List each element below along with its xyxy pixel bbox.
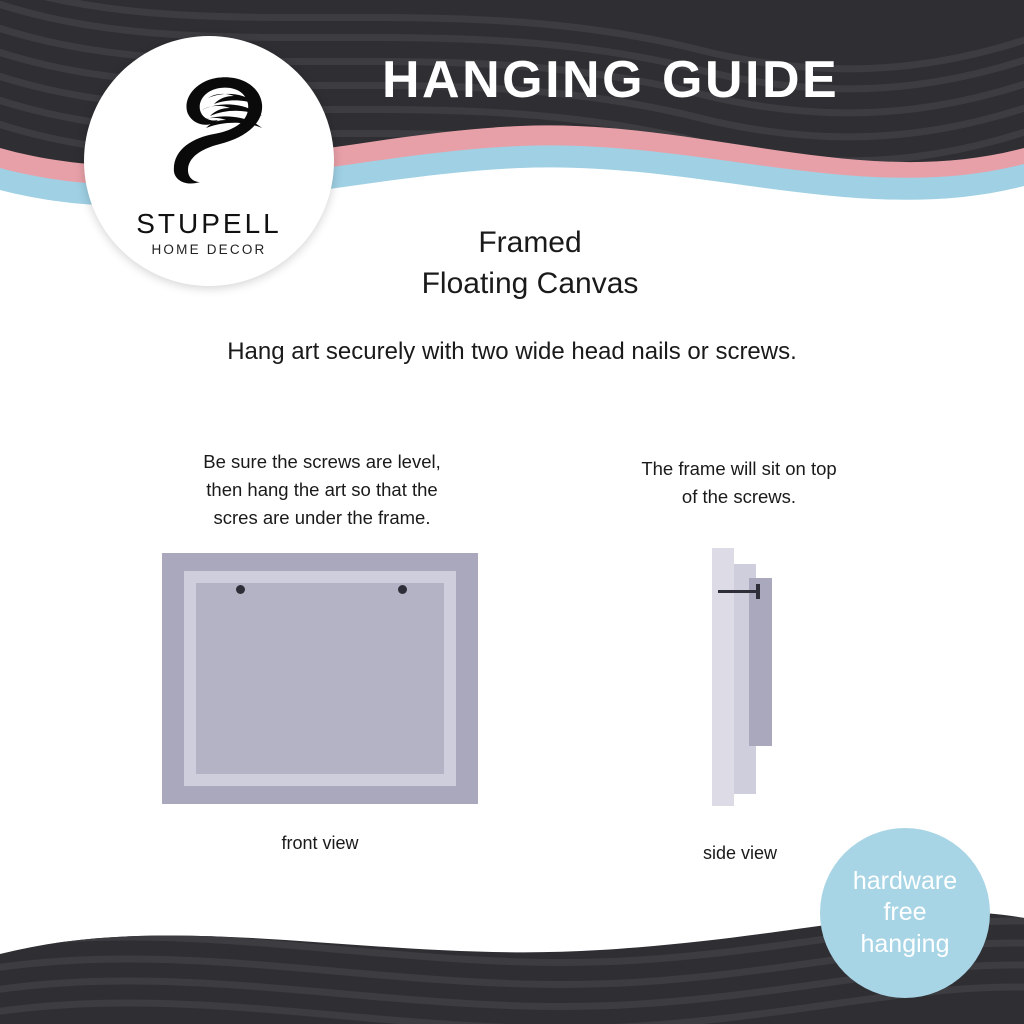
badge-line1: hardware: [852, 866, 958, 895]
product-title: [370, 222, 690, 305]
stupell-swoosh-logo-icon: [144, 64, 274, 199]
front-view-caption: [150, 448, 494, 531]
side-view-caption: [600, 455, 878, 511]
side-view-canvas: [749, 578, 772, 746]
front-view-label: front view: [281, 833, 359, 853]
side-view-diagram: [712, 548, 772, 806]
logo-badge: [84, 36, 334, 286]
front-view-caption-line2: then hang the art so that the: [206, 478, 438, 500]
hardware-free-badge: [820, 828, 990, 998]
badge-line2: free: [883, 898, 927, 927]
front-view-caption-line3: scres are under the frame.: [213, 506, 431, 528]
screw-right-icon: [398, 585, 407, 594]
main-instruction: Hang art securely with two wide head nails or screws.: [227, 338, 797, 365]
page-title: HANGING GUIDE: [382, 51, 840, 109]
badge-line3: hanging: [860, 929, 950, 958]
front-view-canvas: [196, 583, 444, 774]
product-title-line2: Floating Canvas: [421, 267, 639, 301]
screw-left-icon: [236, 585, 245, 594]
front-view-diagram: [162, 553, 478, 804]
logo-wordmark: STUPELL: [136, 208, 282, 239]
side-view-caption-line1: The frame will sit on top: [641, 458, 837, 479]
screw-shaft-icon: [718, 590, 760, 593]
front-view-caption-line1: Be sure the screws are level,: [203, 451, 441, 472]
side-view-label: side view: [702, 843, 778, 863]
logo-tagline: HOME DECOR: [151, 242, 267, 257]
side-view-caption-line2: of the screws.: [681, 485, 797, 507]
screw-head-icon: [756, 584, 760, 599]
product-title-line1: Framed: [478, 226, 582, 259]
side-view-wall: [712, 548, 734, 806]
